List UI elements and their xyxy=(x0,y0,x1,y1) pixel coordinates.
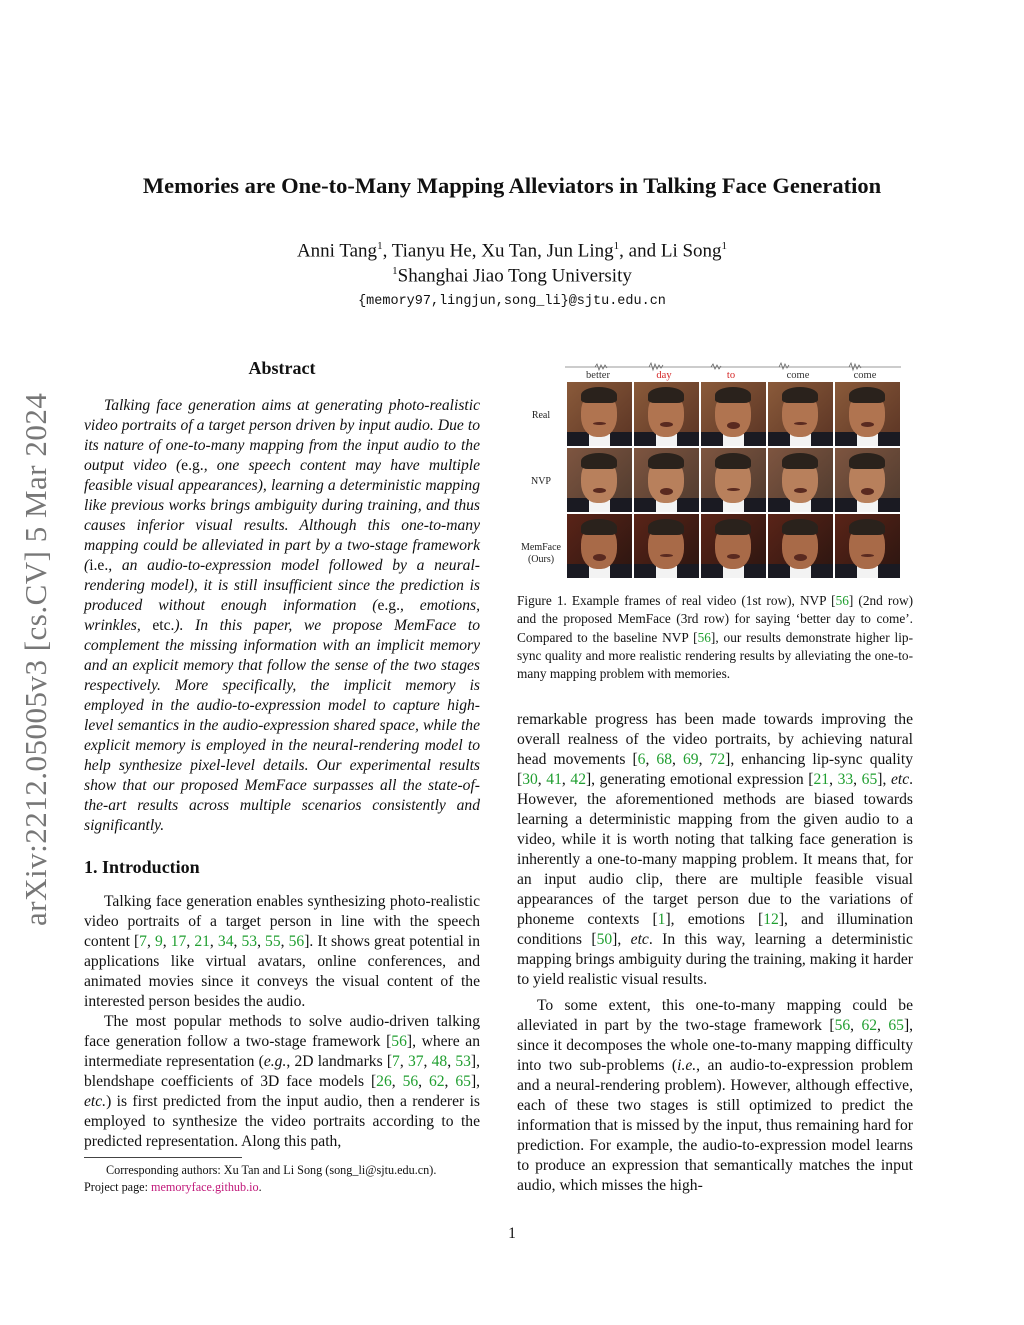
abstract-text: , an audio-to-expression model followed by a neural-rendering model), it is still insufficient since the prediction is produced without enough information ( xyxy=(84,557,480,614)
arxiv-stamp: arXiv:2212.05005v3 [cs.CV] 5 Mar 2024 xyxy=(18,392,53,926)
citation-link[interactable]: 56 xyxy=(835,593,849,608)
footnote-project-label: Project page: xyxy=(84,1180,152,1194)
citation-link[interactable]: 7 xyxy=(139,933,147,950)
paragraph-text: , an audio-to-expression problem and a neural-rendering problem). However, although effective, each of these two stages is still optimized to predict the information that is missed by the input, thus remaining hard for prediction. For example, the audio-to-expression model learns to produce an expression that semantically matches the input audio, which misses the high- xyxy=(517,1057,913,1194)
citation-link[interactable]: 6 xyxy=(637,751,646,768)
paragraph-text: ], xyxy=(877,771,891,788)
paragraph-text: etc xyxy=(890,771,910,788)
affiliation xyxy=(0,265,1024,287)
intro-paragraph-2 xyxy=(84,1012,480,1152)
figure-word-label: come xyxy=(853,370,877,381)
citation-link[interactable]: 65 xyxy=(888,1017,904,1034)
paragraph-text: Talking face generation enables synthesizing photo-realistic video portraits of a target person in line with the speech content [ xyxy=(84,893,480,950)
figure-frame-image xyxy=(835,514,900,578)
figure-word-label: day xyxy=(656,370,672,381)
citation-link[interactable]: 12 xyxy=(763,911,779,928)
figure-row-label xyxy=(517,542,565,566)
paragraph-text: ], generating emotional expression [ xyxy=(585,771,814,788)
author-name: , and Li Song xyxy=(619,240,722,262)
figure-row-label: NVP xyxy=(530,476,551,487)
figure-frame-image xyxy=(701,382,766,446)
citation-link[interactable]: 72 xyxy=(709,751,726,768)
citation-link[interactable]: 56 xyxy=(402,1073,419,1090)
figure-word-label: to xyxy=(726,370,736,381)
footnote-rule xyxy=(84,1157,242,1158)
citation-link[interactable]: 33 xyxy=(837,771,854,788)
paragraph-text: ) is first predicted from the input audio, then a renderer is employed to synthesize the video portraits according to the predicted representation. Along this path, xyxy=(84,1093,480,1150)
author-email: {memory97,lingjun,song_li}@sjtu.edu.cn xyxy=(358,294,666,309)
paragraph-text: etc xyxy=(630,931,649,948)
citation-list: 26, 56, 62, 65 xyxy=(376,1073,471,1090)
figure-frame-image xyxy=(634,514,699,578)
citation-link[interactable]: 62 xyxy=(428,1073,445,1090)
abstract-text: ). In this paper, we propose MemFace to complement the missing information with an implicit memory and an explicit memory that follow the sense of the two stages respectively. More specifically, the implicit memory is employed in the audio-to-expression model to capture high-level semantics in the audio-expression shared space, while the explicit memory is employed in the neural-rendering model to help synthesize pixel-level details. Our experimental results show that our proposed MemFace surpasses all the state-of-the-art results across multiple scenarios consistently and significantly. xyxy=(84,617,480,834)
section-heading-introduction: 1. Introduction xyxy=(84,857,200,877)
author-name: , Tianyu He, Xu Tan, Jun Ling xyxy=(382,240,614,262)
citation-link[interactable]: 53 xyxy=(455,1053,471,1070)
figure-frame-image xyxy=(835,382,900,446)
paper-title: Memories are One-to-Many Mapping Alleviators in Talking Face Generation xyxy=(142,173,882,198)
citation-link[interactable]: 65 xyxy=(861,771,878,788)
body-paragraph-right-2 xyxy=(517,996,913,1196)
citation-link[interactable]: 37 xyxy=(407,1053,424,1070)
citation-link[interactable]: 48 xyxy=(431,1053,448,1070)
affiliation-mark: 1 xyxy=(721,240,728,252)
paragraph-text: ], enhancing lip-sync quality [ xyxy=(517,751,914,788)
figure-1 xyxy=(517,358,913,588)
citation-link[interactable]: 55 xyxy=(265,933,281,950)
affiliation-mark: 1 xyxy=(377,240,383,252)
citation-link[interactable]: 17 xyxy=(170,933,187,950)
citation-link[interactable]: 56 xyxy=(391,1033,407,1050)
author-list xyxy=(0,240,1024,262)
paragraph-text: e.g. xyxy=(263,1053,287,1070)
citation-list: 6, 68, 69, 72 xyxy=(637,751,726,768)
paragraph-text: . In this way, learning a deterministic mapping brings ambiguity during the training, making it harder to yield realistic visual results. xyxy=(517,931,913,988)
figure-word-label: come xyxy=(786,370,810,381)
figure-caption xyxy=(517,592,913,683)
paragraph-text: ], and illumination conditions [ xyxy=(517,911,914,948)
figure-frame-image xyxy=(768,382,833,446)
affiliation-mark: 1 xyxy=(613,240,620,252)
citation-link[interactable]: 53 xyxy=(241,933,258,950)
figure-frame-image xyxy=(768,448,833,512)
figure-row-label: Real xyxy=(531,410,551,421)
abstract-text: e.g. xyxy=(377,597,400,614)
paragraph-text: ], emotions [ xyxy=(665,911,764,928)
citation-list: 56, 62, 65 xyxy=(834,1017,904,1034)
figure-word-label: better xyxy=(586,370,610,381)
paragraph-text: ], where an intermediate representation ( xyxy=(84,1033,480,1070)
citation-link[interactable]: 50 xyxy=(596,931,613,948)
citation-link[interactable]: 7 xyxy=(392,1053,400,1070)
figure-frame-image xyxy=(701,514,766,578)
figure-frame-image xyxy=(567,514,632,578)
page-number: 1 xyxy=(508,1225,516,1242)
citation-link[interactable]: 34 xyxy=(217,933,234,950)
figure-frame-image xyxy=(701,448,766,512)
citation-link[interactable]: 56 xyxy=(834,1017,851,1034)
paragraph-text: . However, the aforementioned methods are biased towards learning a deterministic mapping from the given audio to a video, while it is worth noting that talking face generation is inherently a one-to-many mapping problem. It means that, for an input audio clip, there are multiple feasible visual appearances of the target person due to the variations of phoneme contexts [ xyxy=(517,771,914,928)
abstract-heading: Abstract xyxy=(248,358,316,378)
author-name: Anni Tang xyxy=(296,240,378,262)
caption-text: ], our results demonstrate higher lip-sync quality and more realistic rendering results by alleviating the one-to-many mapping problem with memories. xyxy=(517,629,914,682)
abstract-text: etc. xyxy=(152,617,175,634)
paragraph-text: ], since it decomposes the whole one-to-many mapping difficulty into two sub-problems ( xyxy=(517,1017,914,1074)
citation-link[interactable]: 21 xyxy=(813,771,830,788)
affiliation-mark: 1 xyxy=(392,265,398,277)
citation-link[interactable]: 9 xyxy=(154,933,163,950)
affiliation-name: Shanghai Jiao Tong University xyxy=(397,265,632,287)
figure-frame-image xyxy=(567,382,632,446)
citation-link[interactable]: 42 xyxy=(570,771,586,788)
paragraph-text: The most popular methods to solve audio-driven talking face generation follow a two-stage framework [ xyxy=(84,1013,480,1050)
citation-link[interactable]: 30 xyxy=(522,771,538,788)
figure-frame-image xyxy=(835,448,900,512)
citation-list: 7, 37, 48, 53 xyxy=(392,1053,471,1070)
body-paragraph-right-1 xyxy=(517,710,913,990)
row-label-text: MemFace xyxy=(521,542,561,553)
paragraph-text: remarkable progress has been made towards improving the overall realness of the video portraits, by achieving natural head movements [ xyxy=(517,711,913,768)
citation-list: 21, 33, 65 xyxy=(813,771,878,788)
paragraph-text: To some extent, this one-to-many mapping could be alleviated in part by the two-stage framework [ xyxy=(517,997,913,1034)
citation-link[interactable]: 68 xyxy=(656,751,672,768)
footnote xyxy=(84,1162,484,1196)
paragraph-text: i.e. xyxy=(677,1057,697,1074)
abstract-text: Talking face generation aims at generating photo-realistic video portraits of a target person driven by input audio. Due to its nature of one-to-many mapping from the input audio to the output video ( xyxy=(84,397,480,474)
figure-frame-image xyxy=(768,514,833,578)
citation-list: 30, 41, 42 xyxy=(522,771,586,788)
caption-text: ] (2nd row) and the proposed MemFace (3rd row) for saying ‘better day to come’. Compared to the baseline NVP [ xyxy=(517,593,913,645)
paragraph-text: ]. It shows great potential in applications like virtual avatars, online conferences, and animated movies since it conveys the visual content of the interested person besides the audio. xyxy=(84,933,481,1010)
figure-frame-image xyxy=(634,382,699,446)
footnote-punct: . xyxy=(258,1180,262,1194)
citation-link[interactable]: 69 xyxy=(682,751,699,768)
paragraph-text: etc. xyxy=(84,1093,107,1110)
citation-link[interactable]: 62 xyxy=(861,1017,878,1034)
figure-frame-image xyxy=(634,448,699,512)
abstract-text: i.e. xyxy=(89,557,109,574)
row-label-subtext: (Ours) xyxy=(527,554,555,565)
footnote-authors: Corresponding authors: Xu Tan and Li Song (song_li@sjtu.edu.cn). xyxy=(106,1163,437,1177)
citation-link[interactable]: 56 xyxy=(288,933,305,950)
paragraph-text: ], xyxy=(470,1073,481,1090)
abstract-text: , emotions, wrinkles, xyxy=(84,597,480,634)
abstract-body xyxy=(84,396,480,836)
project-page-link[interactable]: memoryface.github.io xyxy=(151,1180,259,1194)
abstract-text: e.g. xyxy=(181,457,204,474)
paragraph-text: ], blendshape coefficients of 3D face models [ xyxy=(84,1053,480,1090)
caption-text: Figure 1. Example frames of real video (1st row), NVP [ xyxy=(517,593,836,608)
citation-link[interactable]: 56 xyxy=(697,629,711,645)
paragraph-text: ], xyxy=(612,931,631,948)
abstract-text: , one speech content may have multiple feasible visual appearances), learning a deterministic mapping like previous works brings ambiguity during training, and thus causes inferior visual results. Although this one-to-many mapping could be alleviated in part by a two-stage framework ( xyxy=(84,457,480,574)
citation-link[interactable]: 41 xyxy=(546,771,562,788)
citation-link[interactable]: 1 xyxy=(657,911,666,928)
paragraph-text: , 2D landmarks [ xyxy=(286,1053,393,1070)
citation-link[interactable]: 26 xyxy=(376,1073,392,1090)
citation-link[interactable]: 21 xyxy=(194,933,210,950)
citation-list: 7, 9, 17, 21, 34, 53, 55, 56 xyxy=(139,933,305,950)
citation-link[interactable]: 65 xyxy=(455,1073,471,1090)
figure-frame-image xyxy=(567,448,632,512)
intro-paragraph-1 xyxy=(84,892,480,1012)
